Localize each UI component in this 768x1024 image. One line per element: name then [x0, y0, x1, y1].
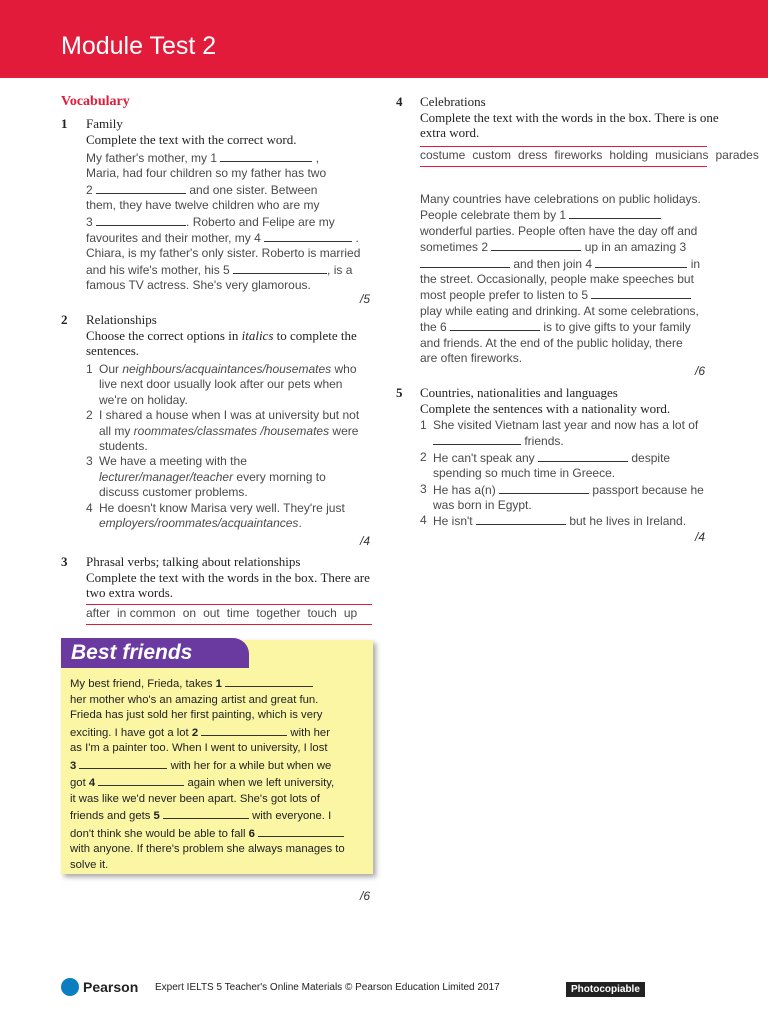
answer-blank[interactable] [96, 214, 186, 226]
answer-blank[interactable] [433, 433, 521, 445]
answer-blank[interactable] [96, 182, 186, 194]
question-2-instruction: Choose the correct options in italics to complete the sentences. [86, 327, 357, 358]
word-box [420, 146, 759, 167]
best-friends-title: Best friends [61, 638, 249, 668]
word-option: fireworks [554, 148, 603, 162]
word-option: musicians [655, 148, 709, 162]
question-3-number: 3 [61, 554, 68, 569]
text-line: My father's mother, my 1 [86, 151, 217, 165]
question-1-title: Family [86, 116, 123, 131]
answer-blank[interactable] [79, 757, 167, 769]
list-item: 2 I shared a house when I was at university but not all my roommates/classmates /housemates were students. [86, 408, 360, 454]
word-option: holding [609, 148, 649, 162]
text-line: 2 [86, 182, 93, 197]
question-5-score: /4 [695, 530, 706, 544]
header-banner [0, 0, 768, 78]
question-1-instruction: Complete the text with the correct word. [86, 131, 297, 147]
answer-blank[interactable] [569, 207, 661, 219]
answer-blank[interactable] [225, 675, 313, 687]
answer-blank[interactable] [264, 230, 352, 242]
answer-blank[interactable] [233, 262, 327, 274]
word-option: out [203, 606, 220, 620]
answer-blank[interactable] [98, 774, 184, 786]
pearson-logo-icon [61, 978, 79, 996]
word-box [86, 604, 372, 625]
question-2-title: Relationships [86, 312, 157, 327]
list-item: 1 Our neighbours/acquaintances/housemates who live next door usually look after our pets when we're on holiday. [86, 362, 357, 407]
question-5-items [420, 418, 712, 530]
text-line: , [315, 151, 320, 165]
answer-blank[interactable] [591, 287, 691, 299]
word-option: custom [472, 148, 512, 162]
page-title: Module Test 2 [61, 32, 217, 60]
question-2-items [86, 362, 368, 531]
question-1-score: /5 [360, 292, 371, 306]
list-item: 3 We have a meeting with the lecturer/manager/teacher every morning to discuss customer problems. [86, 454, 326, 500]
text-line: 3 [86, 214, 93, 229]
word-option: together [256, 606, 301, 620]
answer-blank[interactable] [163, 807, 249, 819]
answer-blank[interactable] [476, 513, 566, 525]
question-2-heading [86, 312, 376, 359]
answer-blank[interactable] [491, 239, 581, 251]
answer-blank[interactable] [450, 319, 540, 331]
list-item: 2 He can't speak any despite spending so much time in Greece. [420, 449, 671, 481]
question-3-score: /6 [360, 889, 371, 903]
answer-blank[interactable] [420, 256, 510, 268]
text-line: . [355, 231, 359, 246]
question-2-score: /4 [360, 534, 371, 548]
text-line: favourites and their mother, my 4 [86, 231, 261, 246]
answer-blank[interactable] [258, 825, 344, 837]
text-line: and one sister. Between [189, 182, 318, 197]
question-3-instruction: Complete the text with the words in the box. There are two extra words. [86, 569, 370, 600]
word-option: costume [420, 148, 466, 162]
answer-blank[interactable] [538, 450, 628, 462]
word-option: touch [307, 606, 337, 620]
question-4-number: 4 [396, 94, 403, 109]
question-4-instruction: Complete the text with the words in the box. There is one extra word. [420, 109, 719, 140]
word-option: in common [117, 606, 176, 620]
question-4-text: Many countries have celebrations on public holidays. People celebrate them by 1 wonderful parties. People often have the day off and sometimes 2 up in an amazing 3 and then join 4 in the street. Occasionally, people make speeches but most people prefer to listen to 5 play while eating and drinking. At some celebrations, the 6 is to give gifts to your family and friends. At the end of the public holiday, there are often fireworks. [420, 192, 701, 366]
question-4-heading [420, 94, 720, 141]
word-option: dress [518, 148, 548, 162]
question-3-heading [86, 554, 376, 601]
text-line: Chiara, is my father's only sister. Roberto is married [86, 246, 361, 261]
best-friends-text: My best friend, Frieda, takes 1 her mother who's an amazing artist and great fun. Frieda has just sold her first painting, which is very exciting. I have got a lot 2 with her as I'm a painter too. When I went to university, I lost 3 with her for a while but when we got 4 again when we left university, it was like we'd never been apart. She's got lots of friends and gets 5 with everyone. I don't think she would be able to fall 6 with anyone. If there's problem she always manages to solve it. [70, 675, 366, 873]
question-4-title: Celebrations [420, 94, 486, 109]
text-line: , is a [327, 262, 353, 277]
question-5-title: Countries, nationalities and languages [420, 385, 618, 400]
answer-blank[interactable] [220, 150, 312, 162]
photocopiable-badge: Photocopiable [566, 982, 645, 997]
answer-blank[interactable] [201, 724, 287, 736]
text-line: and his wife's mother, his 5 [86, 262, 230, 277]
text-line: famous TV actress. She's very glamorous. [86, 278, 311, 293]
list-item: 4 He isn't but he lives in Ireland. [420, 513, 687, 529]
question-3-title: Phrasal verbs; talking about relationships [86, 554, 301, 569]
pearson-logo-text: Pearson [83, 979, 139, 995]
question-1-text [86, 150, 376, 294]
list-item: 4 He doesn't know Marisa very well. They're just employers/roommates/acquaintances. [86, 500, 345, 531]
word-option: up [343, 606, 358, 620]
question-5-number: 5 [396, 385, 403, 400]
question-5-instruction: Complete the sentences with a nationality word. [420, 400, 671, 416]
question-5-heading [420, 385, 720, 416]
section-title: Vocabulary [61, 94, 130, 109]
word-option: parades [715, 148, 759, 162]
answer-blank[interactable] [499, 482, 589, 494]
text-line: . Roberto and Felipe are my [186, 214, 335, 229]
question-4-score: /6 [695, 364, 706, 378]
answer-blank[interactable] [595, 256, 687, 268]
word-option: on [182, 606, 197, 620]
list-item: 3 He has a(n) passport because he was born in Egypt. [420, 481, 704, 513]
text-line: them, they have twelve children who are my [86, 198, 320, 213]
word-option: after [86, 606, 111, 620]
list-item: 1 She visited Vietnam last year and now has a lot of friends. [420, 418, 699, 449]
footer-credit: Expert IELTS 5 Teacher's Online Materials © Pearson Education Limited 2017 [155, 982, 500, 993]
word-option: time [226, 606, 250, 620]
question-2-number: 2 [61, 312, 68, 327]
question-1-number: 1 [61, 116, 68, 131]
question-1-heading [86, 116, 376, 147]
text-line: Maria, had four children so my father has two [86, 166, 327, 181]
